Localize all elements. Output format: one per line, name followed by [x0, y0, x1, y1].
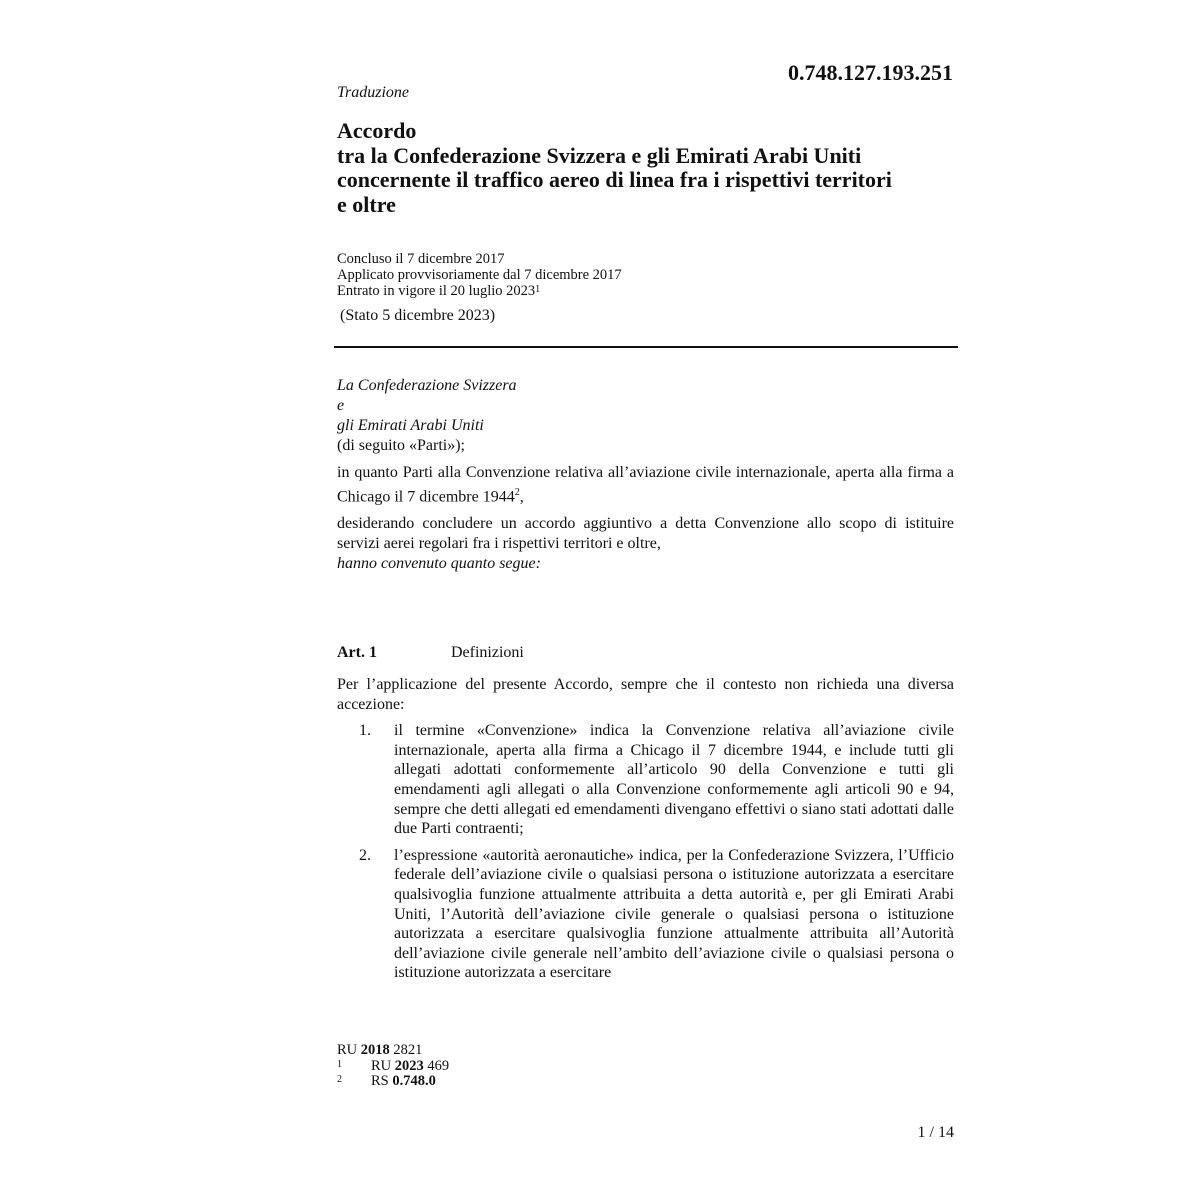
title-line: tra la Confederazione Svizzera e gli Emirati Arabi Uniti	[337, 142, 862, 168]
list-item-text: il termine «Convenzione» indica la Convenzione relativa all’aviazione civile internazionale, aperta alla firma a Chicago il 7 dicembre 1944, e include tutti gli allegati adottati conformemente all’articolo 90 della Convenzione e tutti gli emendamenti agli allegati o alla Convenzione conformemente agli articoli 90 e 94, sempre che detti allegati ed emendamenti divengano effettivi o siano stati adottati dalle due Parti contraenti;	[394, 722, 954, 838]
article-body	[337, 675, 954, 983]
footnote: 1 RU 2023 469	[337, 1057, 450, 1074]
footnotes	[337, 1043, 449, 1090]
ru-reference: RU 2018 2821	[337, 1042, 423, 1058]
provisional-date: Applicato provvisoriamente dal 7 dicembre 2017	[337, 267, 622, 283]
footnote-ref[interactable]: 2	[514, 487, 520, 498]
footnote-number: 1	[337, 1058, 342, 1070]
footnote-ref[interactable]: 1	[535, 284, 541, 295]
list-item-text: l’espressione «autorità aeronautiche» indica, per la Confederazione Svizzera, l’Ufficio federale dell’aviazione civile o qualsiasi persona o istituzione autorizzata a esercitare qualsivoglia funzione attualmente attribuita a detta autorità e, per gli Emirati Arabi Uniti, l’Autorità dell’aviazione civile generale o qualsiasi persona o istituzione autorizzata a esercitare qualsivoglia funzione attualmente attribuita all’Autorità dell’aviazione civile generale nell’ambito dell’aviazione civile o qualsiasi persona o istituzione autorizzata a esercitare	[394, 846, 954, 982]
party-one: La Confederazione Svizzera	[337, 377, 517, 394]
footnote: 2 RS 0.748.0	[337, 1073, 436, 1089]
in-force-date: Entrato in vigore il 20 luglio 2023$^1$	[337, 283, 541, 299]
title-line: concernente il traffico aereo di linea fra i rispettivi territori	[337, 167, 892, 192]
article-heading	[337, 644, 524, 662]
page-number: 1 / 14	[917, 1124, 954, 1141]
sr-number: 0.748.127.193.251	[788, 60, 953, 85]
date-block	[337, 251, 622, 299]
footnote-number: 2	[337, 1074, 342, 1085]
list-item-number: 1.	[359, 722, 371, 740]
list-item	[337, 846, 954, 983]
translation-label: Traduzione	[337, 84, 410, 101]
party-two: gli Emirati Arabi Uniti	[337, 417, 484, 434]
title-line: Accordo	[337, 118, 417, 143]
title-line: e oltre	[337, 191, 396, 217]
article-number: Art. 1	[337, 644, 377, 661]
preamble	[337, 376, 954, 574]
list-item-number: 2.	[359, 846, 371, 864]
recital-convention: in quanto Parti alla Convenzione relativa all’aviazione civile internazionale, aperta alla firma a Chicago il 7 dicembre 1944$^2$,	[337, 464, 954, 506]
concluded-date: Concluso il 7 dicembre 2017	[337, 251, 505, 267]
document-title	[337, 119, 957, 217]
agreed-clause: hanno convenuto quanto segue:	[337, 555, 541, 573]
status-date: (Stato 5 dicembre 2023)	[340, 307, 496, 324]
recital-agreement: desiderando concludere un accordo aggiuntivo a detta Convenzione allo scopo di istituire servizi aerei regolari fra i rispettivi territori e oltre,	[337, 515, 954, 553]
conjunction: e	[337, 397, 345, 414]
article-title: Definizioni	[451, 644, 524, 661]
article-intro: Per l’applicazione del presente Accordo, sempre che il contesto non richieda una diversa accezione:	[337, 676, 954, 713]
divider	[334, 346, 958, 348]
list-item	[337, 721, 954, 839]
parties-definition: (di seguito «Parti»);	[337, 437, 465, 454]
